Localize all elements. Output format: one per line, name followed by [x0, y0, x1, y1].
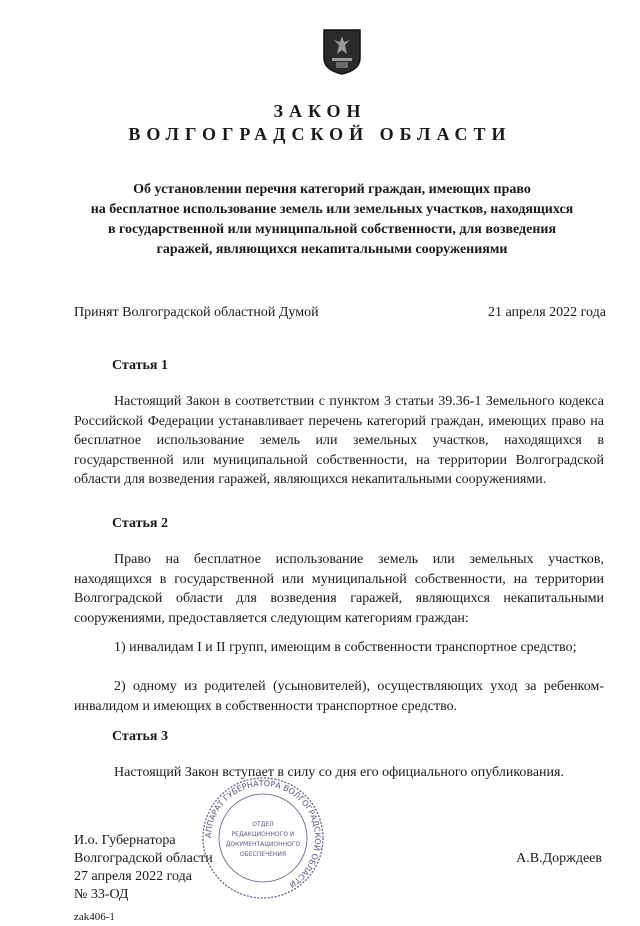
- subject-line: на бесплатное использование земель или земельных участков, находящихся: [90, 202, 574, 217]
- article1-heading: Статья 1: [112, 358, 168, 373]
- law-subject: [56, 180, 608, 260]
- law-title-region: ВОЛГОГРАДСКОЙ ОБЛАСТИ: [128, 124, 512, 144]
- adopted-date: 21 апреля 2022 года: [488, 305, 606, 320]
- signature-block: [74, 832, 213, 926]
- article2-item-2: 2) одному из родителей (усыновителей), осуществляющих уход за ребенком-инвалидом и имеющих в собственности транспортное средство.: [74, 679, 604, 714]
- law-number: № 33-ОД: [74, 887, 129, 902]
- subject-line: в государственной или муниципальной собственности, для возведения: [107, 222, 557, 237]
- stamp-center-text: ОБЕСПЕЧЕНИЯ: [239, 851, 287, 858]
- stamp-center-text: ОТДЕЛ: [252, 821, 274, 828]
- article1-text: Настоящий Закон в соответствии с пунктом 3 статьи 39.36-1 Земельного кодекса Российской Федерации устанавливает перечень категорий граждан, имеющих право на бесплатное использование земель или земельных участков, находящихся в государственной или муниципальной собственности, на территории Волгоградской области для возведения гаражей, являющихся некапитальными сооружениями.: [74, 394, 604, 487]
- signatory-name: А.В.Дорждеев: [516, 851, 602, 866]
- signatory-region: Волгоградской области: [74, 851, 213, 866]
- subject-line: Об установлении перечня категорий граждан, имеющих право: [133, 182, 531, 197]
- subject-line: гаражей, являющихся некапитальными сооружениями: [156, 242, 508, 257]
- stamp-center-text: ДОКУМЕНТАЦИОННОГО: [225, 841, 301, 848]
- article2-item-1: 1) инвалидам I и II групп, имеющим в собственности транспортное средство;: [114, 640, 577, 655]
- law-title-word: ЗАКОН: [273, 101, 367, 121]
- official-stamp: [198, 776, 328, 901]
- document-code: zak406-1: [74, 911, 115, 923]
- article2-heading: Статья 2: [112, 516, 168, 531]
- article3-text: Настоящий Закон вступает в силу со дня его официального опубликования.: [114, 765, 564, 780]
- article2-text: Право на бесплатное использование земель или земельных участков, находящихся в государственной или муниципальной собственности, на территории Волгоградской области для возведения гаражей, являющихся некапитальными сооружениями, предоставляется следующим категориям граждан:: [74, 552, 604, 626]
- signatory-position: И.о. Губернатора: [74, 833, 176, 848]
- signing-date: 27 апреля 2022 года: [74, 869, 192, 884]
- adopted-by: Принят Волгоградской областной Думой: [74, 305, 319, 320]
- stamp-center-text: РЕДАКЦИОННОГО И: [231, 831, 295, 838]
- stamp-ring-text: АППАРАТ ГУБЕРНАТОРА ВОЛГОГРАДСКОЙ ОБЛАСТИ: [203, 778, 323, 890]
- article3-heading: Статья 3: [112, 729, 168, 744]
- volgograd-coat-of-arms-icon: [322, 28, 362, 76]
